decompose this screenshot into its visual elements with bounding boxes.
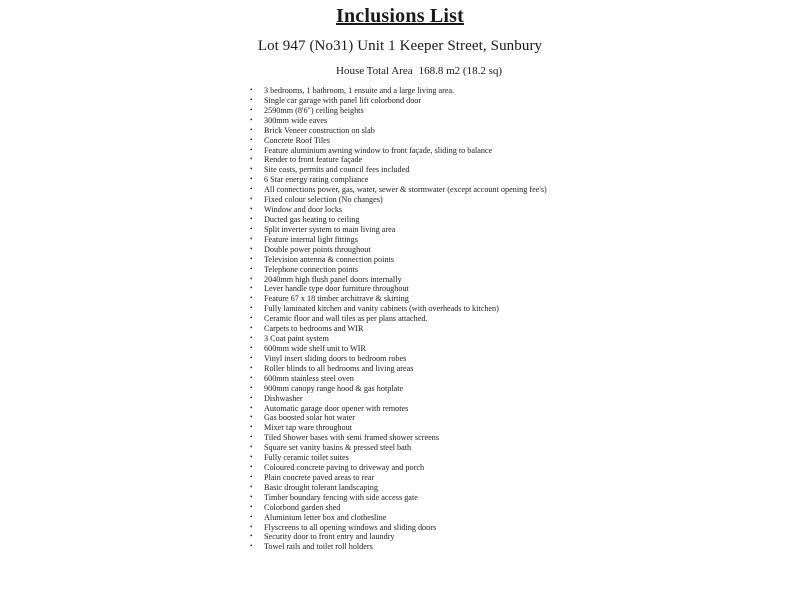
- bullet-icon: •: [250, 185, 253, 194]
- list-item-text: Dishwasher: [264, 393, 303, 403]
- list-item: [250, 284, 547, 294]
- list-item-text: Double power points throughout: [264, 244, 371, 254]
- list-item: [250, 542, 547, 552]
- area-value: 168.8 m2 (18.2 sq): [418, 65, 503, 77]
- list-item-text: 600mm wide shelf unit to WIR: [264, 343, 366, 353]
- bullet-icon: •: [250, 482, 253, 491]
- bullet-icon: •: [250, 234, 253, 243]
- list-item-text: Fixed colour selection (No changes): [264, 195, 383, 205]
- list-item-text: 300mm wide eaves: [264, 115, 328, 125]
- list-item: [250, 294, 547, 304]
- bullet-icon: •: [250, 214, 253, 223]
- list-item-text: 2590mm (8'6") ceiling heights: [264, 105, 364, 115]
- list-item-text: Window and door locks: [264, 205, 343, 215]
- list-item: [250, 116, 547, 126]
- list-item-text: Television antenna & connection points: [264, 254, 394, 264]
- list-item-text: Lever handle type door furniture throughout: [264, 284, 409, 294]
- list-item-text: Mixer tap ware throughout: [264, 423, 352, 433]
- bullet-icon: •: [250, 284, 253, 293]
- list-item-text: 2040mm high flush panel doors internally: [264, 274, 402, 284]
- list-item-text: Security door to front entry and laundry: [264, 532, 395, 542]
- list-item-text: Single car garage with panel lift colorbond door: [264, 95, 422, 105]
- list-item: [250, 344, 547, 354]
- bullet-icon: •: [250, 254, 253, 263]
- property-address: Lot 947 (No31) Unit 1 Keeper Street, Sunbury: [257, 38, 543, 54]
- bullet-icon: •: [250, 403, 253, 412]
- list-item: [250, 265, 547, 275]
- list-item: [250, 413, 547, 423]
- document-title: Inclusions List: [335, 5, 465, 27]
- list-item: [250, 304, 547, 314]
- bullet-icon: •: [250, 423, 253, 432]
- list-item: [250, 185, 547, 195]
- bullet-icon: •: [250, 542, 253, 551]
- list-item: [250, 473, 547, 483]
- list-item: [250, 394, 547, 404]
- list-item: [250, 463, 547, 473]
- bullet-icon: •: [250, 413, 253, 422]
- list-item: [250, 165, 547, 175]
- bullet-icon: •: [250, 353, 253, 362]
- bullet-icon: •: [250, 125, 253, 134]
- list-item: [250, 175, 547, 185]
- list-item: [250, 423, 547, 433]
- list-item: [250, 155, 547, 165]
- list-item-text: Feature aluminium awning window to front façade, sliding to balance: [264, 145, 493, 155]
- bullet-icon: •: [250, 343, 253, 352]
- list-item: [250, 314, 547, 324]
- bullet-icon: •: [250, 294, 253, 303]
- list-item-text: Brick Veneer construction on slab: [264, 125, 375, 135]
- list-item-text: Concrete Roof Tiles: [264, 135, 330, 145]
- list-item: [250, 384, 547, 394]
- list-item-text: Basic drought tolerant landscaping: [264, 482, 378, 492]
- list-item-text: Aluminium letter box and clothesline: [264, 512, 387, 522]
- list-item: [250, 503, 547, 513]
- bullet-icon: •: [250, 522, 253, 531]
- list-item: [250, 354, 547, 364]
- list-item: [250, 364, 547, 374]
- list-item: [250, 245, 547, 255]
- bullet-icon: •: [250, 393, 253, 402]
- list-item-text: Automatic garage door opener with remotes: [264, 403, 409, 413]
- bullet-icon: •: [250, 324, 253, 333]
- list-item-text: Carpets to bedrooms and WIR: [264, 324, 364, 334]
- list-item: [250, 513, 547, 523]
- bullet-icon: •: [250, 373, 253, 382]
- list-item: [250, 255, 547, 265]
- bullet-icon: •: [250, 155, 253, 164]
- bullet-icon: •: [250, 314, 253, 323]
- bullet-icon: •: [250, 492, 253, 501]
- list-item: [250, 126, 547, 136]
- list-item: [250, 146, 547, 156]
- bullet-icon: •: [250, 105, 253, 114]
- bullet-icon: •: [250, 334, 253, 343]
- bullet-icon: •: [250, 224, 253, 233]
- list-item-text: 3 bedrooms, 1 bathroom, 1 ensuite and a large living area.: [264, 86, 455, 95]
- list-item: [250, 493, 547, 503]
- bullet-icon: •: [250, 145, 253, 154]
- list-item-text: Telephone connection points: [264, 264, 359, 274]
- list-item-text: Plain concrete paved areas to rear: [264, 472, 375, 482]
- bullet-icon: •: [250, 115, 253, 124]
- list-item-text: Towel rails and toilet roll holders: [264, 542, 373, 552]
- list-item-text: Render to front feature façade: [264, 155, 363, 165]
- bullet-icon: •: [250, 175, 253, 184]
- list-item: [250, 275, 547, 285]
- list-item-text: Coloured concrete paving to driveway and porch: [264, 463, 425, 473]
- list-item-text: Gas boosted solar hot water: [264, 413, 355, 423]
- list-item-text: Feature 67 x 18 timber architrave & skirting: [264, 294, 409, 304]
- bullet-icon: •: [250, 443, 253, 452]
- bullet-icon: •: [250, 274, 253, 283]
- list-item: [250, 404, 547, 414]
- list-item-text: Ceramic floor and wall tiles as per plans attached.: [264, 314, 428, 324]
- list-item-text: Colorbond garden shed: [264, 502, 341, 512]
- inclusions-list: [250, 86, 547, 552]
- list-item-text: All connections power, gas, water, sewer & stormwater (except account opening fee's): [264, 185, 547, 195]
- list-item: [250, 453, 547, 463]
- list-item: [250, 235, 547, 245]
- bullet-icon: •: [250, 195, 253, 204]
- bullet-icon: •: [250, 244, 253, 253]
- list-item-text: Site costs, permits and council fees included: [264, 165, 410, 175]
- list-item-text: Fully laminated kitchen and vanity cabinets (with overheads to kitchen): [264, 304, 499, 314]
- bullet-icon: •: [250, 532, 253, 541]
- bullet-icon: •: [250, 95, 253, 104]
- bullet-icon: •: [250, 472, 253, 481]
- house-total-area: [336, 65, 502, 77]
- list-item: [250, 86, 547, 96]
- list-item-text: Square set vanity basins & pressed steel bath: [264, 443, 412, 453]
- list-item: [250, 433, 547, 443]
- list-item: [250, 532, 547, 542]
- list-item-text: Roller blinds to all bedrooms and living areas: [264, 363, 414, 373]
- list-item: [250, 96, 547, 106]
- list-item-text: 6 Star energy rating compliance: [264, 175, 369, 185]
- list-item: [250, 374, 547, 384]
- list-item: [250, 106, 547, 116]
- bullet-icon: •: [250, 383, 253, 392]
- list-item-text: Tiled Shower bases with semi framed shower screens: [264, 433, 440, 443]
- list-item: [250, 523, 547, 533]
- list-item-text: Fully ceramic toilet suites: [264, 453, 349, 463]
- bullet-icon: •: [250, 135, 253, 144]
- list-item-text: Ducted gas heating to ceiling: [264, 214, 360, 224]
- bullet-icon: •: [250, 264, 253, 273]
- bullet-icon: •: [250, 205, 253, 214]
- bullet-icon: •: [250, 304, 253, 313]
- bullet-icon: •: [250, 165, 253, 174]
- list-item: [250, 324, 547, 334]
- list-item-text: 600mm stainless steel oven: [264, 373, 354, 383]
- list-item-text: 900mm canopy range hood & gas hotplate: [264, 383, 404, 393]
- bullet-icon: •: [250, 463, 253, 472]
- bullet-icon: •: [250, 86, 253, 94]
- list-item-text: Feature internal light fittings: [264, 234, 358, 244]
- list-item-text: Split inverter system to main living area: [264, 224, 396, 234]
- list-item: [250, 334, 547, 344]
- bullet-icon: •: [250, 453, 253, 462]
- list-item-text: Timber boundary fencing with side access gate: [264, 492, 418, 502]
- area-label: House Total Area: [336, 65, 413, 77]
- bullet-icon: •: [250, 363, 253, 372]
- list-item: [250, 225, 547, 235]
- bullet-icon: •: [250, 512, 253, 521]
- list-item-text: Flyscreens to all opening windows and sliding doors: [264, 522, 437, 532]
- list-item-text: 3 Coat paint system: [264, 334, 329, 344]
- list-item: [250, 136, 547, 146]
- bullet-icon: •: [250, 433, 253, 442]
- list-item: [250, 195, 547, 205]
- list-item: [250, 483, 547, 493]
- list-item: [250, 443, 547, 453]
- list-item: [250, 205, 547, 215]
- bullet-icon: •: [250, 502, 253, 511]
- list-item-text: Vinyl insert sliding doors to bedroom robes: [264, 353, 407, 363]
- list-item: [250, 215, 547, 225]
